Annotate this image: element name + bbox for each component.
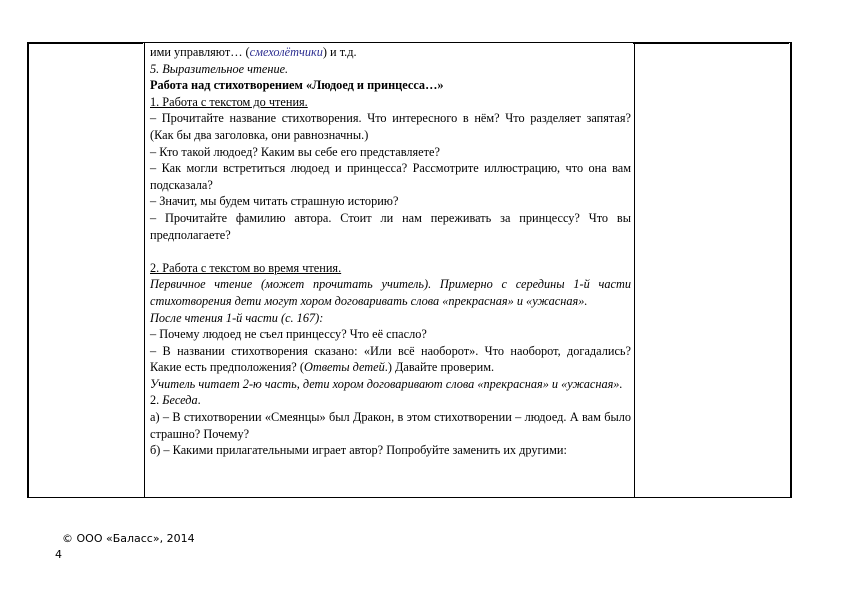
page-number: 4 (55, 548, 62, 561)
question-line: – Прочитайте фамилию автора. Стоит ли нам переживать за принцессу? Что вы предполагаете? (150, 210, 631, 242)
instruction-note: После чтения 1-й части (с. 167): (150, 310, 324, 325)
instruction-note: Первичное чтение (может прочитать учитель). Примерно с середины 1-й части стихотворения дети могут хором договаривать слова «прекрасная» и «ужасная». (150, 277, 631, 308)
content-line: ими управляют… (смехолётчики) и т.д. (150, 45, 357, 59)
lesson-content-column (145, 43, 635, 498)
section-heading: 5. Выразительное чтение. (150, 61, 289, 76)
question-line: – Почему людоед не съел принцессу? Что её спасло? (150, 327, 427, 342)
question-line: – Значит, мы будем читать страшную историю? (150, 194, 399, 209)
question-line: а) – В стихотворении «Смеянцы» был Дракон, в этом стихотворении – людоед. А вам было страшно? Почему? (150, 410, 631, 441)
copyright-footer: © ООО «Баласс», 2014 (62, 532, 195, 545)
lesson-content (145, 43, 634, 459)
right-column (635, 43, 792, 498)
italic-term: смехолётчики (249, 45, 323, 59)
lesson-table (27, 42, 792, 498)
question-line: – Как могли встретиться людоед и принцесса? Рассмотрите иллюстрацию, что она вам подсказала? (150, 161, 631, 192)
table-top-border-left (27, 42, 143, 44)
subsection-heading: 1. Работа с текстом до чтения. (150, 94, 308, 109)
poem-work-heading: Работа над стихотворением «Людоед и принцесса…» (150, 78, 444, 93)
subsection-heading: 2. Работа с текстом во время чтения. (150, 260, 342, 275)
question-line: – Кто такой людоед? Каким вы себе его представляете? (150, 144, 440, 159)
left-column (28, 43, 145, 498)
spacer (150, 243, 631, 260)
instruction-note: Учитель читает 2-ю часть, дети хором договаривают слова «прекрасная» и «ужасная». (150, 376, 623, 391)
section-heading: 2. Беседа. (150, 393, 201, 408)
question-line: б) – Какими прилагательными играет автор? Попробуйте заменить их другими: (150, 443, 567, 458)
question-line: – В названии стихотворения сказано: «Или всё наоборот». Что наоборот, догадались? Какие есть предположения? (Ответы детей.) Давайте проверим. (150, 343, 631, 375)
table-top-border-right (633, 42, 789, 44)
question-line: – Прочитайте название стихотворения. Что интересного в нём? Что разделяет запятая? (Как бы два заголовка, они равнозначны.) (150, 111, 631, 142)
